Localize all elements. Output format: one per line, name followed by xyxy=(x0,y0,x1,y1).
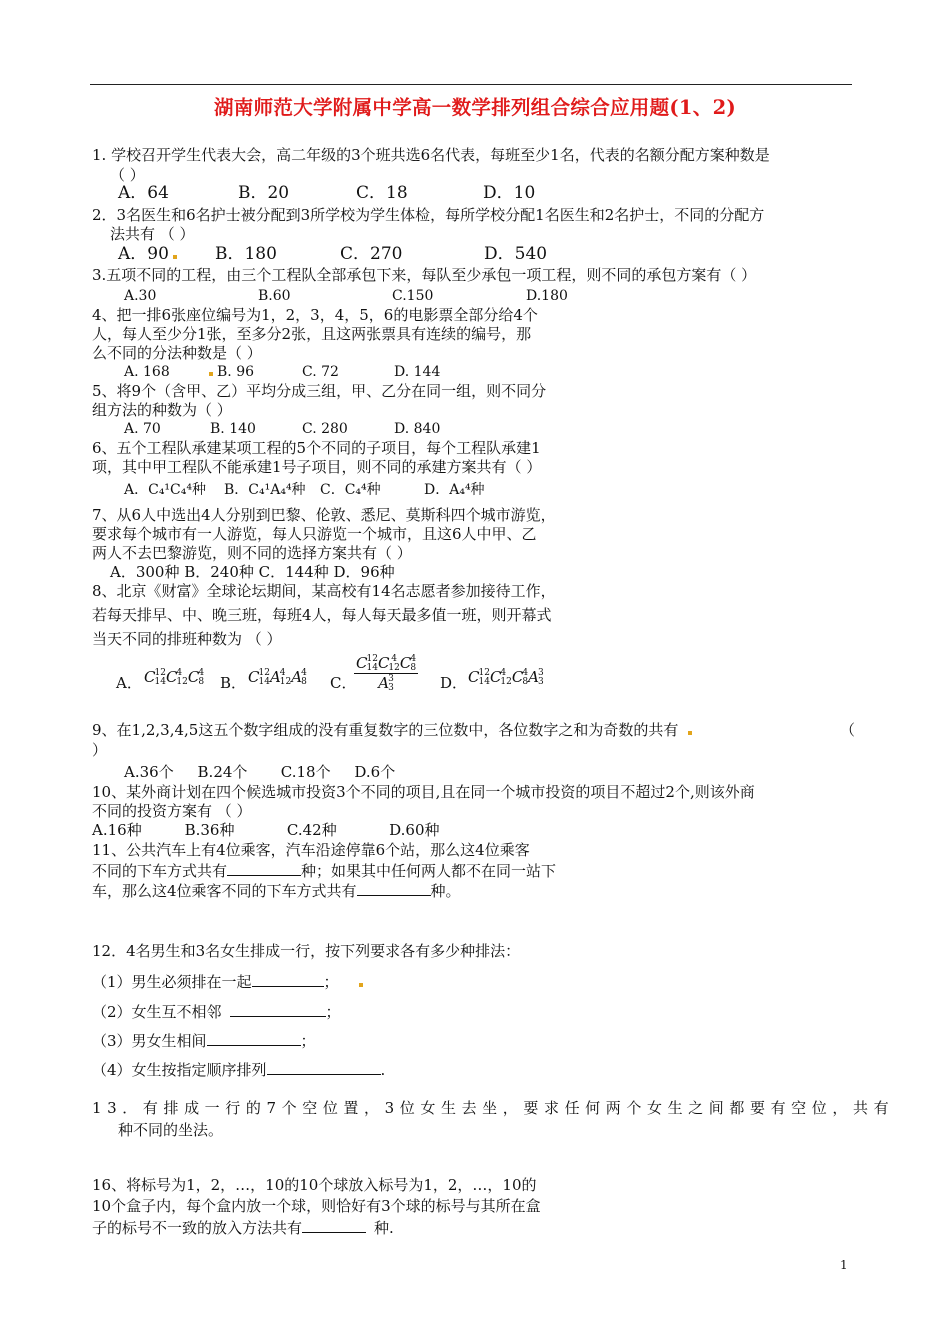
q8-line1: 8、北京《财富》全球论坛期间，某高校有14名志愿者参加接待工作， xyxy=(92,582,556,600)
q3-option-a: A.30 xyxy=(124,288,157,304)
q4-option-c: C. 72 xyxy=(302,364,339,380)
q8-option-a-formula: C 12 14 C 4 12 C 4 8 xyxy=(144,668,205,687)
q5-line2: 组方法的种数为（ ） xyxy=(92,401,232,419)
stray-mark xyxy=(359,983,363,987)
q12-part-4: （4）女生按指定顺序排列 . xyxy=(92,1061,386,1079)
q8-option-d-formula: C 12 14 C 4 12 C 4 8 A 3 3 xyxy=(468,668,544,687)
q1-option-b: B．20 xyxy=(238,183,290,203)
q11-line3: 车，那么这4位乘客不同的下车方式共有 种。 xyxy=(92,882,461,900)
header-rule xyxy=(90,84,852,85)
q7-line1: 7、从6人中选出4人分别到巴黎、伦敦、悉尼、莫斯科四个城市游览， xyxy=(92,506,556,524)
q12-blank-2 xyxy=(230,1001,326,1017)
q4-option-a: A. 168 xyxy=(124,364,170,380)
q1-option-d: D．10 xyxy=(483,183,536,203)
q8-option-a-label: A． xyxy=(116,674,142,692)
q3-option-d: D.180 xyxy=(526,288,568,304)
q1-option-c: C．18 xyxy=(356,183,408,203)
q2-option-a: A．90 xyxy=(118,244,177,264)
q4-line2: 人，每人至少分1张，至多分2张，且这两张票具有连续的编号，那 xyxy=(92,325,532,343)
q7-line3: 两人不去巴黎游览，则不同的选择方案共有（ ） xyxy=(92,544,412,562)
q4-line1: 4、把一排6张座位编号为1，2，3，4，5，6的电影票全部分给4个 xyxy=(92,306,538,324)
stray-mark xyxy=(173,255,177,259)
q5-line1: 5、将9个（含甲、乙）平均分成三组，甲、乙分在同一组，则不同分 xyxy=(92,382,547,400)
q6-line1: 6、五个工程队承建某项工程的5个不同的子项目，每个工程队承建1 xyxy=(92,439,541,457)
q12-intro: 12．4名男生和3名女生排成一行，按下列要求各有多少种排法： xyxy=(92,942,521,960)
q12-blank-3 xyxy=(207,1030,301,1046)
q11-line1: 11、公共汽车上有4位乘客，汽车沿途停靠6个站，那么这4位乘客 xyxy=(92,841,530,859)
q8-line2: 若每天排早、中、晚三班，每班4人，每人每天最多值一班，则开幕式 xyxy=(92,606,552,624)
q8-option-c-formula: C 12 14 C 4 12 C 4 8 A 3 3 xyxy=(356,654,417,693)
q3-option-c: C.150 xyxy=(392,288,434,304)
q10-line2: 不同的投资方案有 （ ） xyxy=(92,802,252,820)
q1-option-a: A．64 xyxy=(118,183,169,203)
q8-option-d-label: D． xyxy=(440,674,468,692)
q5-option-a: A. 70 xyxy=(124,421,161,437)
q5-option-c: C. 280 xyxy=(302,421,348,437)
stray-mark xyxy=(688,731,692,735)
q12-blank-4 xyxy=(267,1059,381,1075)
q5-option-b: B. 140 xyxy=(210,421,256,437)
q6-option-d: D．A₄⁴种 xyxy=(424,482,485,498)
q9-line1: 9、在1,2,3,4,5这五个数字组成的没有重复数字的三位数中，各位数字之和为奇数的共有 xyxy=(92,720,692,740)
q12-part-2: （2）女生互不相邻 ； xyxy=(92,1003,341,1021)
q6-option-b: B．C₄¹A₄⁴种 xyxy=(224,482,306,498)
q8-option-c-label: C． xyxy=(330,674,357,692)
q2-option-d: D．540 xyxy=(484,244,548,264)
q10-options: A.16种 B.36种 C.42种 D.60种 xyxy=(92,821,440,839)
q2-option-c: C．270 xyxy=(340,244,403,264)
q3-option-b: B.60 xyxy=(258,288,291,304)
q9-options: A.36个 B.24个 C.18个 D.6个 xyxy=(124,763,396,781)
q13-line1: 13．有排成一行的7个空位置，3位女生去坐，要求任何两个女生之间都要有空位，共有 xyxy=(92,1099,895,1117)
q16-line3: 子的标号不一致的放入方法共有 种. xyxy=(92,1219,394,1237)
q3-line1: 3.五项不同的工程，由三个工程队全部承包下来，每队至少承包一项工程，则不同的承包方案有（ ） xyxy=(92,266,757,284)
q11-line2: 不同的下车方式共有 种；如果其中任何两人都不在同一站下 xyxy=(92,862,557,880)
q2-option-b: B．180 xyxy=(215,244,277,264)
q4-option-b: B. 96 xyxy=(209,362,254,382)
q11-blank-2 xyxy=(357,880,431,896)
q4-option-d: D. 144 xyxy=(394,364,441,380)
q12-blank-1 xyxy=(252,971,324,987)
q5-option-d: D. 840 xyxy=(394,421,441,437)
q6-option-c: C．C₄⁴种 xyxy=(320,482,381,498)
q16-blank xyxy=(302,1217,366,1233)
q8-option-b-formula: C 12 14 A 4 12 A 4 8 xyxy=(248,668,307,687)
page-number: 1 xyxy=(840,1258,848,1272)
page-title: 湖南师范大学附属中学高一数学排列组合综合应用题(1、2) xyxy=(214,96,736,119)
q1-line2: （ ） xyxy=(110,166,145,184)
q4-line3: 么不同的分法种数是（ ） xyxy=(92,344,262,362)
q13-line2: 种不同的坐法。 xyxy=(118,1121,224,1139)
q9-paren-open: （ xyxy=(840,721,856,739)
q6-option-a: A．C₄¹C₄⁴种 xyxy=(124,482,206,498)
q6-line2: 项，其中甲工程队不能承建1号子项目，则不同的承建方案共有（ ） xyxy=(92,458,542,476)
q7-options: A．300种 B．240种 C．144种 D．96种 xyxy=(110,563,395,581)
q8-line3: 当天不同的排班种数为 （ ） xyxy=(92,630,282,648)
q9-paren-close: ） xyxy=(92,741,108,759)
q11-blank-1 xyxy=(227,860,301,876)
q1-line1: 1. 学校召开学生代表大会，高二年级的3个班共选6名代表，每班至少1名，代表的名额分配方案种数是 xyxy=(92,146,770,164)
q12-part-3: （3）男女生相间 ； xyxy=(92,1032,316,1050)
stray-mark xyxy=(209,372,213,376)
q10-line1: 10、某外商计划在四个候选城市投资3个不同的项目,且在同一个城市投资的项目不超过2个,则该外商 xyxy=(92,783,755,801)
q8-option-b-label: B． xyxy=(220,674,247,692)
q7-line2: 要求每个城市有一人游览，每人只游览一个城市，且这6人中甲、乙 xyxy=(92,525,537,543)
q2-line2: 法共有 （ ） xyxy=(110,225,195,243)
q2-line1: 2．3名医生和6名护士被分配到3所学校为学生体检，每所学校分配1名医生和2名护士，不同的分配方 xyxy=(92,206,765,224)
q16-line1: 16、将标号为1，2，…，10的10个球放入标号为1，2，…，10的 xyxy=(92,1176,537,1194)
q16-line2: 10个盒子内，每个盒内放一个球，则恰好有3个球的标号与其所在盒 xyxy=(92,1197,541,1215)
q12-part-1: （1）男生必须排在一起 ； xyxy=(92,971,363,992)
